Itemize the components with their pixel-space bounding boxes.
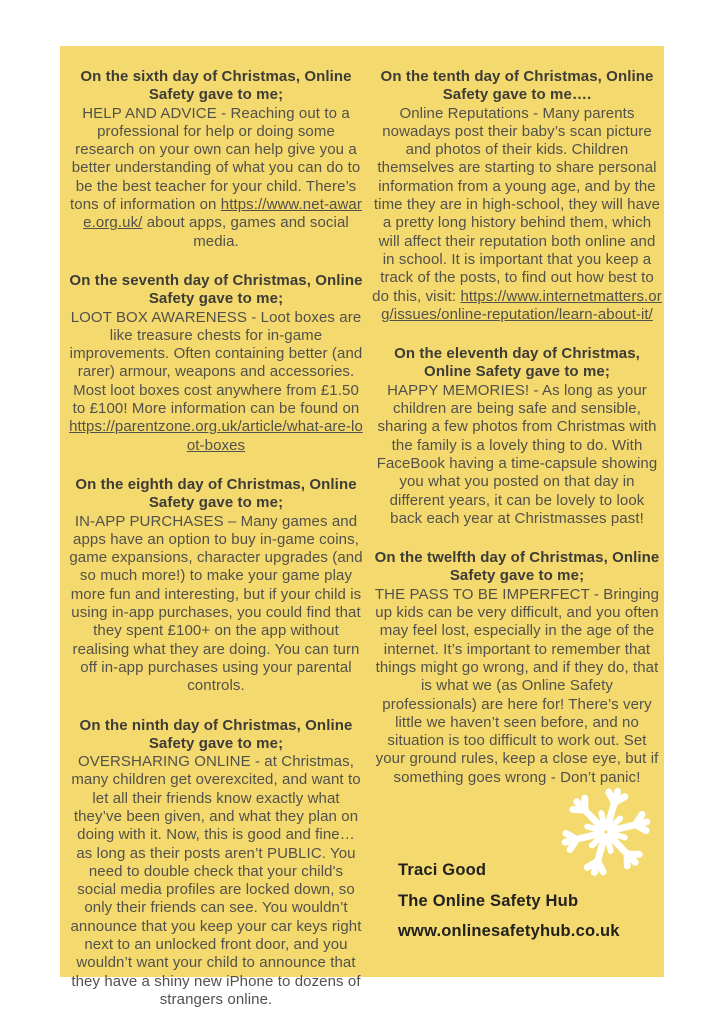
section-day-10 bbox=[372, 68, 662, 324]
section-day-6-title: On the sixth day of Christmas, Online Safety gave to me; bbox=[80, 68, 352, 104]
footer-contact-block bbox=[398, 862, 620, 954]
footer-organization: The Online Safety Hub bbox=[398, 891, 579, 910]
section-day-8 bbox=[68, 476, 364, 696]
section-day-11-title: On the eleventh day of Christmas, Online Safety gave to me; bbox=[394, 345, 640, 381]
section-day-12-body bbox=[372, 586, 662, 787]
section-day-9-body bbox=[68, 753, 364, 1009]
section-day-10-body bbox=[372, 105, 662, 325]
section-day-8-body bbox=[68, 513, 364, 696]
section-day-9 bbox=[68, 717, 364, 1010]
section-day-6 bbox=[68, 68, 364, 251]
footer-website[interactable]: www.onlinesafetyhub.co.uk bbox=[398, 922, 620, 940]
body-text: LOOT BOX AWARENESS - Loot boxes are like treasure chests for in-game improvements. Often containing better (and rarer) armour, weapons and accessories. Most loot boxes cost anywhere from £1.50 to £100! More information can be found on bbox=[69, 308, 363, 418]
section-day-11-body bbox=[372, 382, 662, 528]
body-text: THE PASS TO BE IMPERFECT - Bringing up kids can be very difficult, and you often may feel lost, especially in the age of the internet. It’s important to remember that things might go wrong, and if they do, that is what we (as Online Safety professionals) are here for! There’s very little we haven’t seen before, and no situation is too difficult to work out. Set your ground rules, keep a close eye, but if something goes wrong - Don’t panic! bbox=[374, 585, 660, 786]
section-day-7 bbox=[68, 272, 364, 455]
body-link[interactable]: https://www.net-aware.org.uk/ bbox=[83, 196, 362, 232]
body-text: about apps, games and social media. bbox=[142, 214, 349, 250]
section-day-7-body bbox=[68, 309, 364, 455]
section-day-12-title: On the twelfth day of Christmas, Online Safety gave to me; bbox=[374, 549, 660, 585]
section-day-6-body bbox=[68, 105, 364, 251]
section-day-9-title: On the ninth day of Christmas, Online Safety gave to me; bbox=[79, 716, 353, 752]
section-day-8-title: On the eighth day of Christmas, Online Safety gave to me; bbox=[75, 475, 357, 512]
footer-author: Traci Good bbox=[398, 861, 487, 879]
body-text: OVERSHARING ONLINE - at Christmas, many children get overexcited, and want to let all their friends know exactly what they’ve been given, and what they plan on doing with it. Now, this is good and fine… as long as their posts aren’t PUBLIC. You need to double check that your child's social media profiles are locked down, so only their friends can see. You wouldn’t announce that you keep your car keys right next to an unlocked front door, and you wouldn’t want your child to announce that they have a shiny new iPhone to dozens of strangers online. bbox=[70, 753, 362, 1008]
body-text: HELP AND ADVICE - Reaching out to a professional for help or doing some research on your own can help give you a better understanding of what you can do to be the best teacher for your child. There’s tons of information on bbox=[70, 104, 361, 214]
section-day-12 bbox=[372, 549, 662, 787]
body-text: IN-APP PURCHASES – Many games and apps have an option to buy in-game coins, game expansions, character upgrades (and so much more!) to make your game play more fun and interesting, but if your child is using in-app purchases, you could find that they spent £100+ on the app without realising what they are doing. You can turn off in-app purchases using your parental controls. bbox=[69, 512, 363, 695]
body-text: HAPPY MEMORIES! - As long as your children are being safe and sensible, sharing a few photos from Christmas with the family is a lovely thing to do. With FaceBook having a time-capsule showing you what you posted on that day in different years, it can be lovely to look back each year at Christmasses past! bbox=[376, 381, 658, 527]
body-link[interactable]: https://parentzone.org.uk/article/what-are-loot-boxes bbox=[69, 418, 363, 454]
flyer-paper bbox=[60, 46, 664, 1008]
section-day-10-title: On the tenth day of Christmas, Online Safety gave to me…. bbox=[380, 68, 654, 104]
right-column bbox=[372, 68, 662, 808]
section-day-7-title: On the seventh day of Christmas, Online Safety gave to me; bbox=[69, 271, 363, 308]
body-text: Online Reputations - Many parents nowadays post their baby’s scan picture and photos of their kids. Children themselves are starting to share personal information from a young age, and by the time they are in high-school, they will have a pretty long history behind them, which will affect their reputation both online and in school. It is important that you keep a track of the posts, to find out how best to do this, visit: bbox=[372, 104, 661, 305]
section-day-11 bbox=[372, 345, 662, 528]
body-link[interactable]: https://www.internetmatters.org/issues/online-reputation/learn-about-it/ bbox=[381, 287, 662, 323]
left-column bbox=[68, 68, 364, 1024]
